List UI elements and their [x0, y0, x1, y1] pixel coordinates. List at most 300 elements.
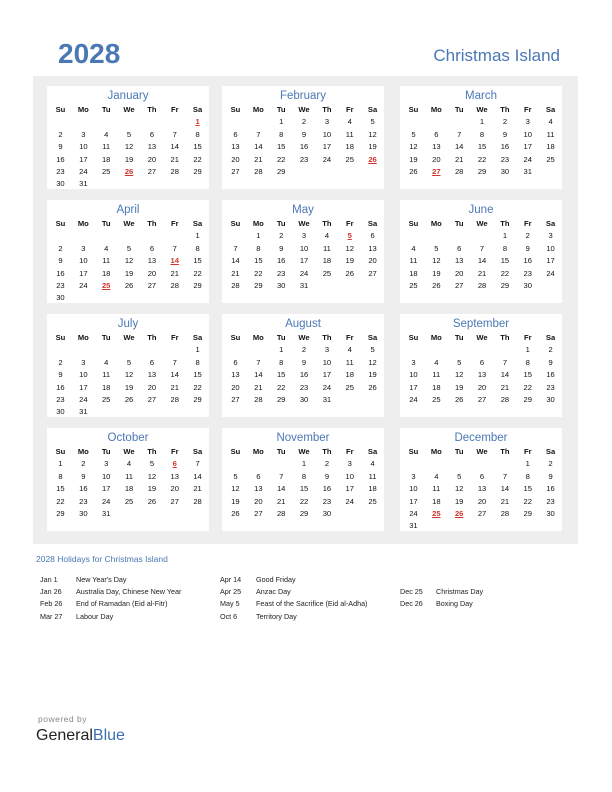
weekday-header: Mo	[77, 105, 89, 114]
day-cell: 1	[195, 345, 200, 355]
day-cell	[118, 230, 141, 242]
weekday-header: Tu	[276, 447, 286, 456]
day-cell: 31	[523, 167, 532, 177]
day-cell	[224, 116, 247, 128]
day-cell: 26	[147, 496, 157, 506]
weekday-header: Mo	[430, 447, 442, 456]
weekday-header: Tu	[101, 219, 111, 228]
day-cell: 14	[254, 142, 263, 152]
day-cell: 19	[454, 496, 464, 506]
weekday-header: Tu	[101, 333, 111, 342]
weekday-header: Sa	[545, 105, 556, 114]
month-table	[49, 104, 209, 191]
day-cell: 31	[79, 407, 88, 417]
month-title: December	[454, 432, 508, 444]
day-cell: 27	[254, 509, 263, 519]
day-cell: 8	[279, 357, 284, 367]
day-cell: 21	[231, 268, 240, 278]
day-cell: 24	[322, 154, 332, 164]
day-cell: 11	[102, 370, 111, 380]
day-cell: 28	[500, 509, 510, 519]
day-cell: 9	[58, 256, 63, 266]
day-cell: 28	[170, 395, 179, 405]
day-cell: 28	[454, 167, 464, 177]
day-cell: 17	[299, 256, 309, 266]
day-cell	[448, 344, 471, 356]
day-cell: 21	[477, 268, 487, 278]
day-cell: 9	[58, 370, 63, 380]
day-cell: 2	[58, 129, 63, 139]
weekday-header: Sa	[192, 447, 203, 456]
weekday-header: We	[476, 219, 488, 228]
day-cell: 1	[301, 459, 307, 469]
weekday-header: Fr	[523, 219, 532, 228]
day-cell: 3	[347, 459, 352, 469]
day-cell: 13	[147, 256, 157, 266]
day-cell: 22	[523, 382, 532, 392]
day-cell	[163, 230, 186, 242]
weekday-header: Fr	[523, 333, 532, 342]
day-cell: 19	[368, 370, 377, 380]
day-cell: 20	[477, 382, 487, 392]
day-cell: 5	[126, 129, 132, 139]
powered-by-text: powered by	[38, 714, 87, 724]
month-table	[49, 446, 209, 520]
day-cell: 6	[149, 357, 155, 367]
weekday-header: Sa	[192, 105, 203, 114]
day-cell: 17	[546, 256, 555, 266]
day-cell: 29	[477, 167, 487, 177]
weekday-header: Th	[500, 447, 510, 456]
month-7	[222, 314, 384, 417]
day-cell: 7	[233, 243, 238, 253]
day-cell: 5	[457, 471, 462, 481]
holiday-row	[400, 598, 483, 610]
day-cell: 24	[322, 382, 332, 392]
day-cell	[141, 230, 164, 242]
day-cell: 22	[500, 268, 510, 278]
day-cell: 18	[322, 256, 332, 266]
day-cell: 15	[523, 484, 532, 494]
weekday-header: Mo	[252, 105, 264, 114]
day-cell: 27	[170, 496, 179, 506]
month-title: February	[279, 90, 327, 102]
day-cell: 9	[548, 471, 553, 481]
weekday-header: Sa	[545, 219, 556, 228]
weekday-header: Mo	[252, 333, 264, 342]
day-cell: 9	[548, 357, 553, 367]
day-cell: 20	[231, 382, 240, 392]
day-cell: 28	[477, 281, 487, 291]
month-9	[47, 428, 209, 531]
day-cell	[118, 406, 141, 418]
day-cell: 13	[477, 370, 487, 380]
day-cell: 17	[79, 382, 88, 392]
holiday-name: End of Ramadan (Eid al-Fitr)	[76, 599, 168, 609]
day-cell	[402, 458, 425, 470]
weekday-header: Th	[500, 219, 510, 228]
day-cell: 16	[299, 370, 309, 380]
day-cell: 23	[546, 496, 555, 506]
day-cell	[118, 344, 141, 356]
day-cell: 15	[500, 256, 510, 266]
day-cell: 10	[409, 370, 418, 380]
day-cell: 20	[231, 154, 240, 164]
day-cell: 27	[432, 167, 441, 177]
day-cell: 23	[299, 154, 309, 164]
day-cell: 18	[345, 142, 354, 152]
day-cell: 16	[299, 142, 309, 152]
day-cell	[494, 458, 517, 470]
day-cell: 19	[454, 382, 464, 392]
day-cell	[72, 230, 95, 242]
day-cell	[118, 292, 141, 304]
day-cell: 15	[299, 484, 309, 494]
day-cell: 17	[322, 142, 332, 152]
weekday-header: Fr	[345, 333, 354, 342]
day-cell: 1	[479, 117, 485, 127]
day-cell: 30	[276, 281, 286, 291]
day-cell	[471, 458, 494, 470]
weekday-header: We	[476, 333, 488, 342]
weekday-header: Sa	[192, 219, 203, 228]
day-cell	[224, 458, 247, 470]
weekday-header: Th	[322, 333, 332, 342]
day-cell	[247, 458, 270, 470]
day-cell: 12	[124, 142, 134, 152]
day-cell: 4	[434, 471, 439, 481]
holiday-row	[40, 598, 181, 610]
day-cell: 28	[276, 509, 286, 519]
day-cell	[141, 178, 164, 190]
day-cell: 25	[409, 281, 418, 291]
day-cell: 16	[56, 154, 65, 164]
day-cell: 10	[546, 243, 555, 253]
day-cell	[141, 406, 164, 418]
weekday-header: Th	[322, 105, 332, 114]
holiday-date: Oct 6	[220, 611, 238, 621]
holiday-name: Territory Day	[256, 611, 297, 621]
day-cell: 1	[502, 231, 508, 241]
weekday-header: Th	[500, 105, 510, 114]
weekday-header: Mo	[77, 219, 89, 228]
day-cell: 8	[525, 357, 530, 367]
day-cell: 18	[101, 268, 111, 278]
day-cell: 27	[231, 395, 240, 405]
day-cell	[118, 178, 141, 190]
holiday-name: Anzac Day	[256, 587, 291, 597]
weekday-header: Th	[322, 219, 332, 228]
day-cell: 3	[324, 345, 330, 355]
day-cell: 2	[81, 459, 86, 469]
day-cell: 2	[548, 345, 553, 355]
holiday-row	[40, 611, 181, 623]
day-cell: 8	[479, 129, 485, 139]
day-cell: 9	[279, 243, 284, 253]
day-cell: 11	[102, 256, 111, 266]
brand-general: General	[36, 727, 93, 744]
day-cell: 1	[525, 345, 530, 355]
day-cell	[247, 344, 270, 356]
day-cell: 10	[322, 129, 332, 139]
day-cell: 20	[254, 496, 263, 506]
day-cell	[338, 166, 361, 178]
day-cell: 9	[81, 471, 86, 481]
day-cell: 20	[368, 256, 377, 266]
day-cell: 11	[432, 484, 441, 494]
weekday-header: Fr	[170, 447, 179, 456]
day-cell: 15	[276, 142, 286, 152]
day-cell: 23	[276, 268, 286, 278]
day-cell	[118, 508, 141, 520]
day-cell: 7	[479, 243, 485, 253]
day-cell: 3	[301, 231, 307, 241]
day-cell: 18	[101, 154, 111, 164]
weekday-header: Fr	[170, 105, 179, 114]
day-cell: 4	[434, 357, 439, 367]
day-cell: 2	[58, 243, 63, 253]
day-cell: 6	[370, 231, 375, 241]
day-cell: 24	[409, 509, 418, 519]
day-cell: 5	[126, 243, 132, 253]
day-cell	[270, 458, 293, 470]
day-cell: 30	[56, 179, 65, 189]
day-cell: 12	[368, 357, 377, 367]
holiday-name: Boxing Day	[436, 599, 473, 609]
day-cell: 21	[254, 154, 263, 164]
day-cell: 3	[81, 357, 86, 367]
day-cell: 12	[345, 243, 354, 253]
holiday-name: Feast of the Sacrifice (Eid al-Adha)	[256, 599, 368, 609]
day-cell: 29	[500, 281, 510, 291]
month-6	[47, 314, 209, 417]
day-cell: 29	[193, 281, 202, 291]
day-cell: 16	[546, 370, 555, 380]
holiday-column	[400, 574, 483, 611]
day-cell: 21	[254, 382, 263, 392]
day-cell	[361, 166, 384, 178]
day-cell: 28	[254, 395, 263, 405]
holiday-name: Good Friday	[256, 575, 296, 584]
weekday-header: Sa	[545, 447, 556, 456]
day-cell: 20	[454, 268, 464, 278]
weekday-header: Su	[408, 333, 419, 342]
month-title: January	[107, 90, 149, 102]
day-cell: 23	[523, 268, 532, 278]
day-cell: 17	[409, 382, 418, 392]
day-cell: 28	[170, 281, 179, 291]
day-cell: 10	[322, 357, 332, 367]
day-cell	[72, 292, 95, 304]
day-cell: 3	[411, 357, 416, 367]
day-cell: 12	[432, 256, 441, 266]
day-cell: 16	[79, 484, 88, 494]
day-cell: 23	[56, 395, 65, 405]
day-cell: 18	[432, 496, 441, 506]
holiday-name: Labour Day	[76, 611, 114, 621]
day-cell: 16	[546, 484, 555, 494]
weekday-header: Tu	[276, 219, 286, 228]
day-cell: 27	[477, 509, 487, 519]
day-cell: 24	[79, 281, 88, 291]
day-cell: 11	[546, 129, 555, 139]
day-cell: 26	[454, 509, 464, 519]
month-table	[49, 332, 209, 419]
month-title: September	[452, 318, 510, 330]
day-cell: 13	[231, 142, 240, 152]
day-cell: 25	[101, 395, 111, 405]
day-cell	[338, 394, 361, 406]
weekday-header: Su	[408, 105, 419, 114]
month-title: August	[285, 318, 321, 330]
day-cell: 9	[525, 243, 530, 253]
day-cell: 27	[368, 268, 377, 278]
day-cell: 27	[147, 281, 157, 291]
day-cell	[163, 178, 186, 190]
month-5	[400, 200, 562, 303]
weekday-header: We	[476, 447, 488, 456]
day-cell	[141, 508, 164, 520]
day-cell: 30	[546, 509, 555, 519]
day-cell	[186, 406, 209, 418]
weekday-header: Fr	[523, 447, 532, 456]
day-cell: 18	[546, 142, 555, 152]
day-cell	[316, 280, 339, 292]
day-cell: 5	[370, 117, 375, 127]
day-cell: 25	[432, 509, 441, 519]
day-cell: 29	[276, 167, 286, 177]
day-cell	[425, 520, 448, 532]
day-cell: 12	[231, 484, 240, 494]
weekday-header: Tu	[276, 105, 286, 114]
day-cell: 17	[101, 484, 111, 494]
day-cell: 21	[170, 268, 179, 278]
day-cell: 28	[500, 395, 510, 405]
weekday-header: Mo	[252, 219, 264, 228]
weekday-header: We	[298, 333, 310, 342]
day-cell: 9	[301, 357, 307, 367]
day-cell: 28	[170, 167, 179, 177]
day-cell: 6	[149, 243, 155, 253]
day-cell: 16	[523, 256, 532, 266]
brand-logo[interactable]	[36, 727, 125, 745]
day-cell: 12	[454, 370, 464, 380]
day-cell: 15	[254, 256, 263, 266]
day-cell: 17	[345, 484, 354, 494]
day-cell: 16	[56, 268, 65, 278]
weekday-header: Su	[55, 105, 66, 114]
day-cell	[494, 344, 517, 356]
day-cell	[186, 292, 209, 304]
day-cell: 25	[101, 167, 111, 177]
day-cell: 22	[477, 154, 487, 164]
weekday-header: We	[123, 105, 135, 114]
weekday-header: Su	[408, 219, 419, 228]
day-cell: 4	[370, 459, 375, 469]
weekday-header: Su	[55, 219, 66, 228]
day-cell: 1	[195, 231, 200, 241]
day-cell: 2	[279, 231, 284, 241]
day-cell	[539, 280, 562, 292]
day-cell: 17	[523, 142, 532, 152]
day-cell: 30	[299, 395, 309, 405]
day-cell: 21	[170, 382, 179, 392]
weekday-header: Tu	[454, 447, 464, 456]
day-cell: 30	[56, 293, 65, 303]
day-cell: 19	[231, 496, 240, 506]
day-cell	[224, 230, 247, 242]
day-cell: 7	[172, 243, 177, 253]
holiday-row	[220, 611, 367, 623]
day-cell: 30	[56, 407, 65, 417]
day-cell: 10	[79, 142, 88, 152]
day-cell: 28	[254, 167, 263, 177]
day-cell	[448, 458, 471, 470]
day-cell	[425, 458, 448, 470]
weekday-header: Sa	[367, 105, 378, 114]
day-cell	[402, 344, 425, 356]
day-cell: 11	[322, 243, 331, 253]
day-cell: 29	[193, 167, 202, 177]
day-cell: 25	[345, 154, 354, 164]
day-cell: 10	[101, 471, 111, 481]
weekday-header: Tu	[454, 105, 464, 114]
day-cell: 13	[368, 243, 377, 253]
day-cell: 13	[147, 370, 157, 380]
day-cell: 11	[368, 471, 377, 481]
day-cell: 4	[548, 117, 553, 127]
day-cell: 2	[548, 459, 553, 469]
day-cell: 11	[125, 471, 133, 481]
day-cell: 22	[276, 154, 286, 164]
holiday-column	[220, 574, 367, 623]
day-cell: 7	[172, 129, 177, 139]
month-table	[402, 446, 562, 533]
day-cell: 7	[279, 471, 284, 481]
day-cell: 2	[502, 117, 508, 127]
day-cell: 22	[193, 382, 202, 392]
day-cell	[539, 166, 562, 178]
day-cell: 20	[477, 496, 487, 506]
day-cell: 23	[500, 154, 510, 164]
day-cell: 29	[254, 281, 263, 291]
day-cell: 16	[56, 382, 65, 392]
day-cell: 20	[147, 268, 157, 278]
day-cell: 2	[324, 459, 330, 469]
month-title: March	[465, 90, 497, 102]
day-cell: 14	[170, 370, 179, 380]
day-cell: 9	[324, 471, 330, 481]
day-cell	[316, 166, 339, 178]
day-cell: 19	[409, 154, 418, 164]
month-title: October	[107, 432, 149, 444]
day-cell	[95, 292, 118, 304]
day-cell: 19	[124, 154, 134, 164]
day-cell: 25	[546, 154, 555, 164]
weekday-header: Th	[147, 105, 157, 114]
day-cell: 30	[79, 509, 88, 519]
day-cell: 16	[322, 484, 332, 494]
day-cell	[186, 178, 209, 190]
weekday-header: Fr	[523, 105, 532, 114]
day-cell	[471, 230, 494, 242]
day-cell: 13	[147, 142, 157, 152]
day-cell: 26	[368, 382, 377, 392]
weekday-header: Tu	[454, 333, 464, 342]
day-cell: 8	[256, 243, 261, 253]
day-cell: 6	[479, 471, 485, 481]
day-cell	[49, 116, 72, 128]
